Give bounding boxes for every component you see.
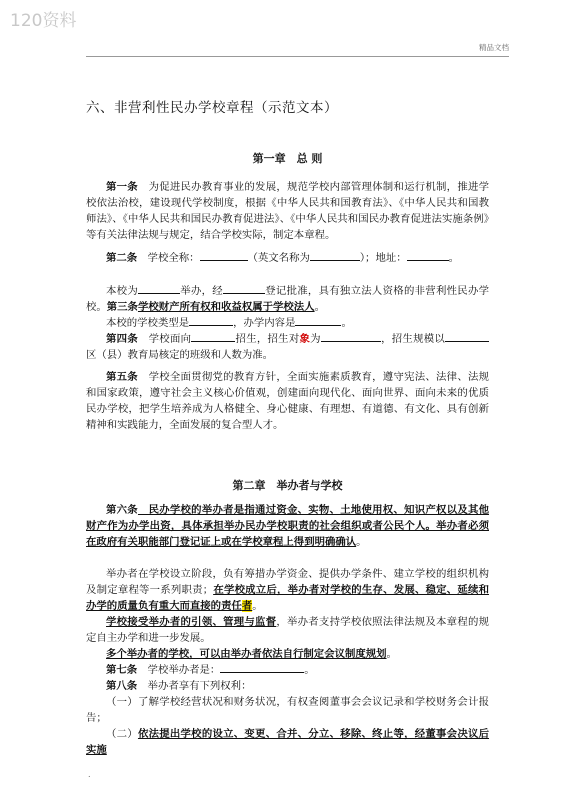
blank-line: [310, 250, 360, 261]
article-text: 。: [356, 536, 367, 548]
blank-line: [138, 283, 180, 294]
article-8: [86, 678, 489, 694]
article-red-text: 象: [299, 333, 311, 345]
article-label: 第二条: [106, 252, 138, 264]
article-text: 。: [448, 252, 460, 264]
header-rule: [86, 56, 509, 57]
article-text: 。: [314, 301, 325, 313]
blank-line: [407, 250, 439, 261]
document-title: 六、非营利性民办学校章程（示范文本）: [86, 100, 338, 116]
article-text: 学校全面贯彻党的教育方针，全面实施素质教育，遵守宪法、法律、法规和国家政策，遵守社会主义核心价值观，创建面向现代化、面向世界、面向未来的优质民办学校，把学生培养成为人格健全、身心健康、有理想、有道德、有文化、具有创新精神和实践能力，全面发展的复合型人才。: [86, 371, 490, 431]
blank-line: [223, 283, 265, 294]
article-label: 第七条: [106, 664, 138, 676]
article-6-multi: [86, 646, 489, 662]
chapter-2-title: 第二章 举办者与学校: [232, 479, 343, 492]
article-3-type: [86, 315, 489, 331]
article-1: [86, 179, 489, 243]
article-bold-text: 学校接受举办者的引领、管理与监督: [106, 616, 277, 628]
blank-line: [295, 315, 341, 326]
article-label: 第一条: [106, 181, 138, 193]
chapter-1-title: 第一章 总 则: [252, 152, 323, 165]
article-text: ，举办者支持学校依照法律法规及本章程的规定自主办学和进一步发展。: [86, 616, 490, 644]
article-text: 登记批准，具有独立法人资格的非营利性民办学校。: [86, 285, 490, 313]
article-text: 学校全称：: [137, 252, 200, 264]
article-7: [86, 662, 489, 678]
article-text: ，办学内容是: [233, 317, 296, 329]
article-text: 为促进民办教育事业的发展，规范学校内部管理体制和运行机制，推进学校依法治校，建设现代学校制度，根据《中华人民共和国教育法》、《中华人民共和国教师法》、《中华人民共和国民办教育促进法》、《中华人民共和国民办教育促进法实施条例》等有关法律法规与规定，结合学校实际，制定本章程。: [86, 181, 490, 241]
article-bold-text: 学校财产所有权和收益权属于学校法人: [137, 301, 315, 313]
article-text: 举办，经: [180, 285, 223, 297]
article-6-supervision: [86, 614, 489, 646]
article-3: [86, 283, 489, 315]
article-2: [86, 250, 489, 266]
header-label: 精品文档: [479, 43, 509, 52]
watermark: 120资料: [10, 11, 77, 31]
article-text: 。: [341, 317, 352, 329]
blank-line: [445, 331, 489, 342]
article-4: [86, 331, 489, 363]
article-text: 本校为: [106, 285, 139, 297]
article-8-item-1: [86, 694, 489, 726]
blank-line: [191, 331, 235, 342]
article-label: 第六条: [106, 504, 138, 516]
article-text: 区（县）教育局核定的班级和人数为准。: [86, 349, 274, 361]
article-text: 。: [304, 664, 315, 676]
blank-line: [200, 250, 248, 261]
article-text: 学校面向: [137, 333, 192, 345]
article-bold-text: 多个举办者的学校，可以由举办者依法自行制定会议制度规划: [106, 648, 387, 660]
footer-dot: .: [88, 770, 91, 779]
article-label: 第三条: [106, 301, 138, 313]
article-6: [86, 502, 489, 550]
article-text: 学校举办者是：: [137, 664, 221, 676]
blank-line: [189, 315, 233, 326]
article-text: 招生，招生对: [235, 333, 300, 345]
blank-line: [439, 250, 449, 261]
article-highlight-text: 者: [241, 600, 253, 612]
article-text: 为: [310, 333, 321, 345]
article-text: ，招生规模以: [380, 333, 446, 345]
article-text: ）；地址：: [359, 252, 407, 264]
blank-line: [321, 331, 381, 342]
article-text: 。: [386, 648, 397, 660]
article-6-duties: [86, 566, 489, 614]
article-bold-text: 民办学校的举办者是指通过资金、实物、土地使用权、知识产权以及其他财产作为办学出资，具体承担举办民办学校职责的社会组织或者公民个人。举办者必须在政府有关职能部门登记证上或在学校章程上得到明确确认: [86, 504, 490, 548]
article-text: 举办者享有下列权利：: [137, 680, 252, 692]
article-label: 第五条: [106, 371, 138, 383]
article-label: 第八条: [106, 680, 138, 692]
article-text: 本校的学校类型是: [106, 317, 190, 329]
article-bold-text: 在学校成立后，举办者对学校的生存、发展、稳定、延续和办学的质量负有重大而直接的责任: [86, 584, 490, 612]
blank-line: [220, 662, 304, 673]
article-bold-text: 依法提出学校的设立、变更、合并、分立、移除、终止等，经董事会决议后实施: [86, 728, 490, 756]
article-8-item-2: [86, 726, 489, 758]
article-text: （二）: [106, 728, 138, 740]
article-text: 举办者在学校设立阶段，负有筹措办学资金、提供办学条件、建立学校的组织机构及制定章程等一系列职责；: [86, 568, 489, 596]
article-text: （英文名称为: [247, 252, 310, 264]
article-label: 第四条: [106, 333, 138, 345]
article-5: [86, 369, 489, 433]
article-text: （一）了解学校经营状况和财务状况，有权查阅董事会会议记录和学校财务会计报告；: [86, 696, 489, 724]
article-text: 。: [252, 600, 263, 612]
